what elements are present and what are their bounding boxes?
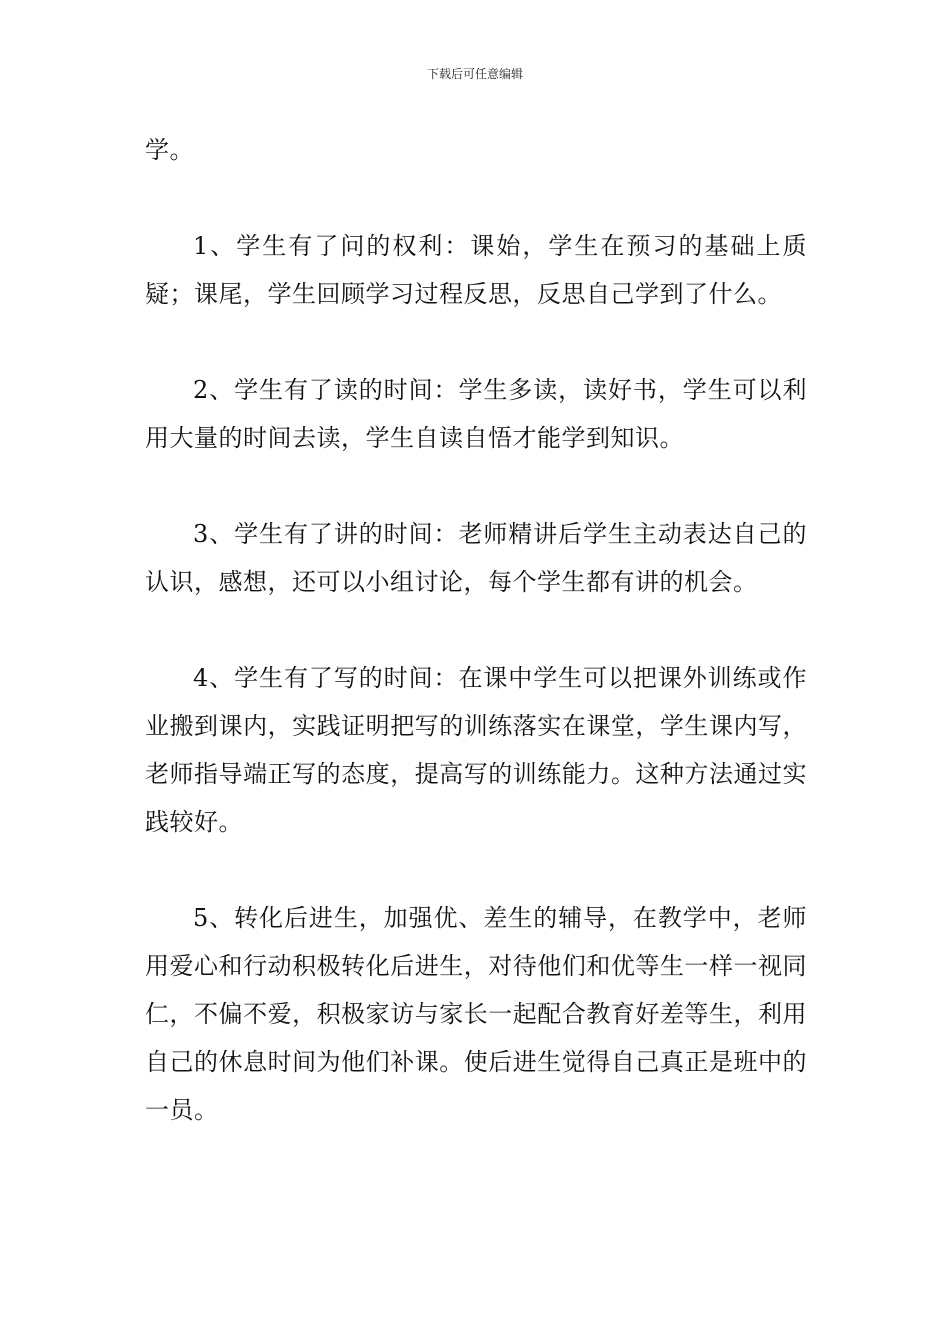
page-header: 下载后可任意编辑 — [426, 67, 523, 81]
paragraph-item-3: 3、学生有了讲的时间：老师精讲后学生主动表达自己的认识，感想，还可以小组讨论，每个学生都有讲的机会。 — [145, 520, 807, 596]
paragraph-item-4: 4、学生有了写的时间：在课中学生可以把课外训练或作业搬到课内，实践证明把写的训练落实在课堂，学生课内写，老师指导端正写的态度，提高写的训练能力。这种方法通过实践较好。 — [145, 664, 807, 836]
paragraph-item-5: 5、转化后进生，加强优、差生的辅导，在教学中，老师用爱心和行动积极转化后进生，对待他们和优等生一样一视同仁，不偏不爱，积极家访与家长一起配合教育好差等生，利用自己的休息时间为他们补课。使后进生觉得自己真正是班中的一员。 — [145, 904, 807, 1124]
document-body — [145, 126, 807, 1134]
paragraph-continuation: 学。 — [145, 136, 194, 164]
paragraph-item-1: 1、学生有了问的权利：课始，学生在预习的基础上质疑；课尾，学生回顾学习过程反思，反思自己学到了什么。 — [145, 232, 807, 308]
paragraph-item-2: 2、学生有了读的时间：学生多读，读好书，学生可以利用大量的时间去读，学生自读自悟才能学到知识。 — [145, 376, 807, 452]
